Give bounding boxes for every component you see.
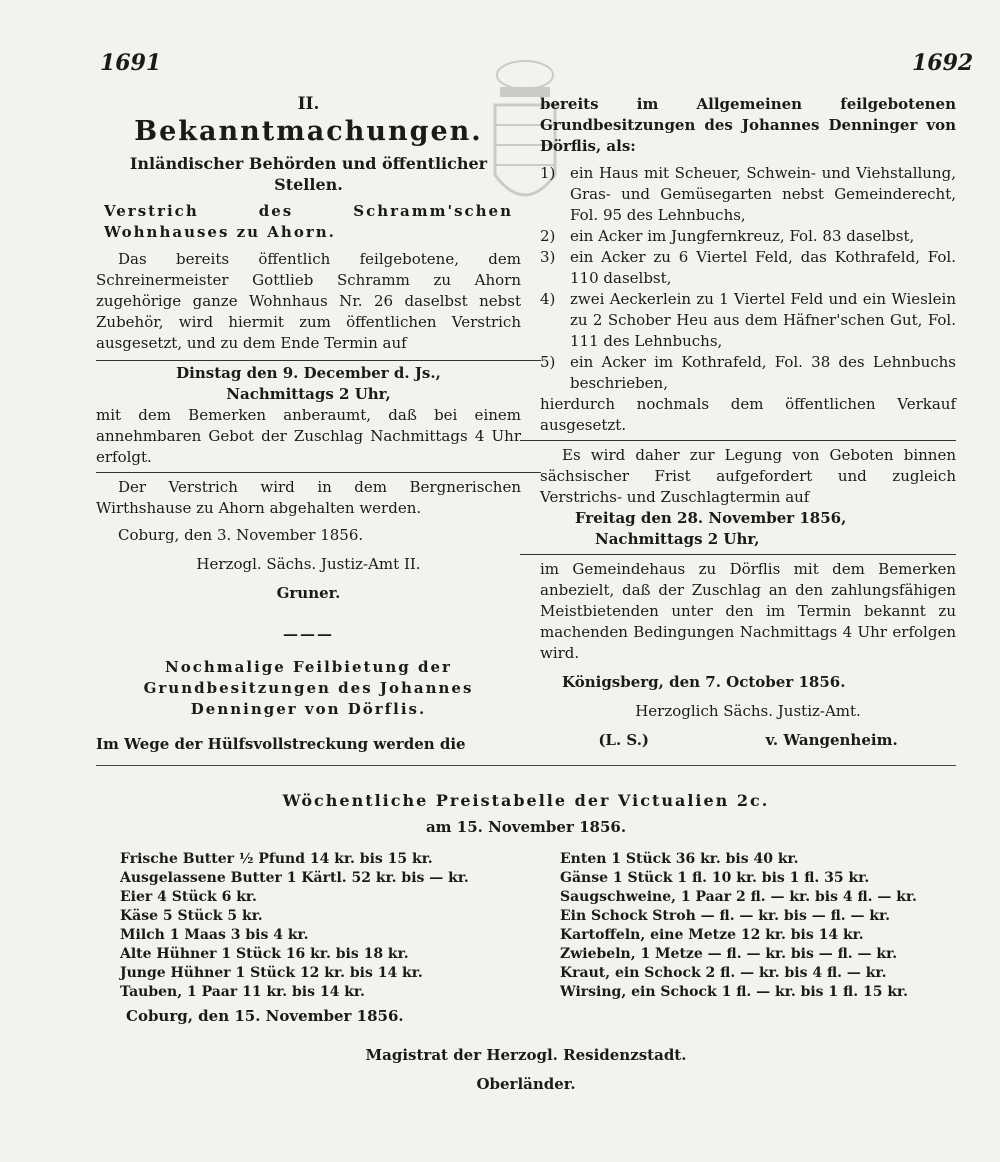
- page-number-right: 1692: [912, 50, 974, 76]
- notice2-body: Im Wege der Hülfsvollstreckung werden die: [96, 735, 466, 753]
- property-item-number: 5): [540, 353, 556, 371]
- property-item: [540, 226, 956, 247]
- property-item-number: 2): [540, 227, 556, 245]
- property-item: [540, 352, 956, 394]
- notice2-after-items: hierdurch nochmals dem öffentlichen Verkauf ausgesetzt.: [540, 395, 956, 434]
- prices-date: am 15. November 1856.: [425, 818, 627, 836]
- notice2-time: Nachmittags 2 Uhr,: [595, 530, 760, 548]
- notice2-intro: bereits im Allgemeinen feilgebotenen Grundbesitzungen des Johannes Denninger von Dörflis, als:: [540, 95, 956, 155]
- property-item: [540, 163, 956, 226]
- prices-signer: Oberländer.: [476, 1075, 576, 1093]
- notice1-authority: Herzogl. Sächs. Justiz-Amt II.: [196, 555, 421, 573]
- price-row: Zwiebeln, 1 Metze — fl. — kr. bis — fl. — kr.: [560, 946, 898, 962]
- price-row: Kartoffeln, eine Metze 12 kr. bis 14 kr.: [560, 927, 864, 943]
- notice2-body2: im Gemeindehaus zu Dörflis mit dem Bemerken anbezielt, daß der Zuschlag an den zahlungsfähigen Meistbietenden unter den im Termin bekannt zu machenden Bedingungen Nachmittags 4 Uhr erfolgen wird.: [540, 560, 956, 662]
- price-row: Ausgelassene Butter 1 Kärtl. 52 kr. bis — kr.: [120, 870, 469, 886]
- property-item: [540, 247, 956, 289]
- property-list: [540, 163, 956, 394]
- price-row: Milch 1 Maas 3 bis 4 kr.: [120, 927, 309, 943]
- notice2-date: Freitag den 28. November 1856,: [575, 509, 847, 527]
- prices-title: Wöchentliche Preistabelle der Victualien 2c.: [282, 791, 770, 810]
- section-rule: [96, 765, 956, 766]
- price-row: Käse 5 Stück 5 kr.: [120, 908, 263, 924]
- notice2-place-date: Königsberg, den 7. October 1856.: [562, 673, 846, 691]
- property-item: [540, 289, 956, 352]
- price-row: Kraut, ein Schock 2 fl. — kr. bis 4 fl. — kr.: [560, 965, 887, 981]
- price-row: Saugschweine, 1 Paar 2 fl. — kr. bis 4 fl. — kr.: [560, 889, 917, 905]
- notice1-body3: Der Verstrich wird in dem Bergnerischen Wirthshause zu Ahorn abgehalten werden.: [96, 478, 521, 517]
- subsection-title: Inländischer Behörden und öffentlicher Stellen.: [129, 154, 488, 194]
- price-column-left: [120, 850, 540, 1002]
- price-row: Gänse 1 Stück 1 fl. 10 kr. bis 1 fl. 35 kr.: [560, 870, 870, 886]
- notice1-date: Dinstag den 9. December d. Js.,: [176, 364, 441, 382]
- property-item-number: 1): [540, 164, 556, 182]
- notice2-body: Es wird daher zur Legung von Geboten binnen sächsischer Frist aufgefordert und zugleich Verstrichs- und Zuschlagtermin auf: [540, 446, 956, 506]
- notice2-authority: Herzoglich Sächs. Justiz-Amt.: [635, 702, 861, 720]
- price-row: Eier 4 Stück 6 kr.: [120, 889, 257, 905]
- price-row: Alte Hühner 1 Stück 16 kr. bis 18 kr.: [120, 946, 409, 962]
- section-number: II.: [297, 94, 320, 114]
- price-row: Junge Hühner 1 Stück 12 kr. bis 14 kr.: [120, 965, 423, 981]
- notice1-body2: mit dem Bemerken anberaumt, daß bei einem annehmbaren Gebot der Zuschlag Nachmittags 4 Uhr erfolgt.: [96, 406, 521, 466]
- notice1-title: Verstrich des Schramm'schen Wohnhauses zu Ahorn.: [104, 202, 513, 241]
- notice1-signer: Gruner.: [276, 584, 341, 602]
- property-item-text: ein Haus mit Scheuer, Schwein- und Viehstallung, Gras- und Gemüsegarten nebst Gemeinderecht, Fol. 95 des Lehnbuchs,: [570, 164, 956, 224]
- property-item-text: ein Acker im Kothrafeld, Fol. 38 des Lehnbuchs beschrieben,: [570, 353, 956, 392]
- prices-footer: [96, 1006, 956, 1095]
- price-row: Frische Butter ½ Pfund 14 kr. bis 15 kr.: [120, 851, 433, 867]
- prices-header: [96, 790, 956, 838]
- price-row: Ein Schock Stroh — fl. — kr. bis — fl. — kr.: [560, 908, 891, 924]
- price-row: Tauben, 1 Paar 11 kr. bis 14 kr.: [120, 984, 365, 1000]
- property-item-number: 4): [540, 290, 556, 308]
- page-number-left: 1691: [100, 50, 162, 76]
- price-row: Enten 1 Stück 36 kr. bis 40 kr.: [560, 851, 799, 867]
- section-title: Bekanntmachungen.: [134, 116, 483, 147]
- signature-line: [540, 730, 956, 751]
- prices-authority: Magistrat der Herzogl. Residenzstadt.: [365, 1046, 687, 1064]
- notice2-title: Nochmalige Feilbietung der Grundbesitzungen des Johannes Denninger von Dörflis.: [143, 658, 474, 718]
- notice2-signer: v. Wangenheim.: [765, 731, 898, 749]
- price-column-right: [560, 850, 960, 1002]
- property-item-text: ein Acker zu 6 Viertel Feld, das Kothrafeld, Fol. 110 daselbst,: [570, 248, 956, 287]
- right-column: [540, 94, 956, 751]
- seal: (L. S.): [598, 731, 650, 749]
- notice1-time: Nachmittags 2 Uhr,: [226, 385, 391, 403]
- price-row: Wirsing, ein Schock 1 fl. — kr. bis 1 fl. 15 kr.: [560, 984, 908, 1000]
- notice1-body: Das bereits öffentlich feilgebotene, dem Schreinermeister Gottlieb Schramm zu Ahorn zugehörige ganze Wohnhaus Nr. 26 daselbst nebst Zubehör, wird hiermit zum öffentlichen Verstrich ausgesetzt, und zu dem Ende Termin auf: [96, 250, 521, 352]
- notice1-place-date: Coburg, den 3. November 1856.: [118, 526, 364, 544]
- property-item-number: 3): [540, 248, 556, 266]
- prices-place-date: Coburg, den 15. November 1856.: [126, 1007, 404, 1025]
- left-column: [96, 94, 521, 755]
- property-item-text: zwei Aeckerlein zu 1 Viertel Feld und ein Wieslein zu 2 Schober Heu aus dem Häfner'schen Gut, Fol. 111 des Lehnbuchs,: [570, 290, 956, 350]
- divider: ———: [283, 625, 334, 643]
- property-item-text: ein Acker im Jungfernkreuz, Fol. 83 daselbst,: [570, 227, 915, 245]
